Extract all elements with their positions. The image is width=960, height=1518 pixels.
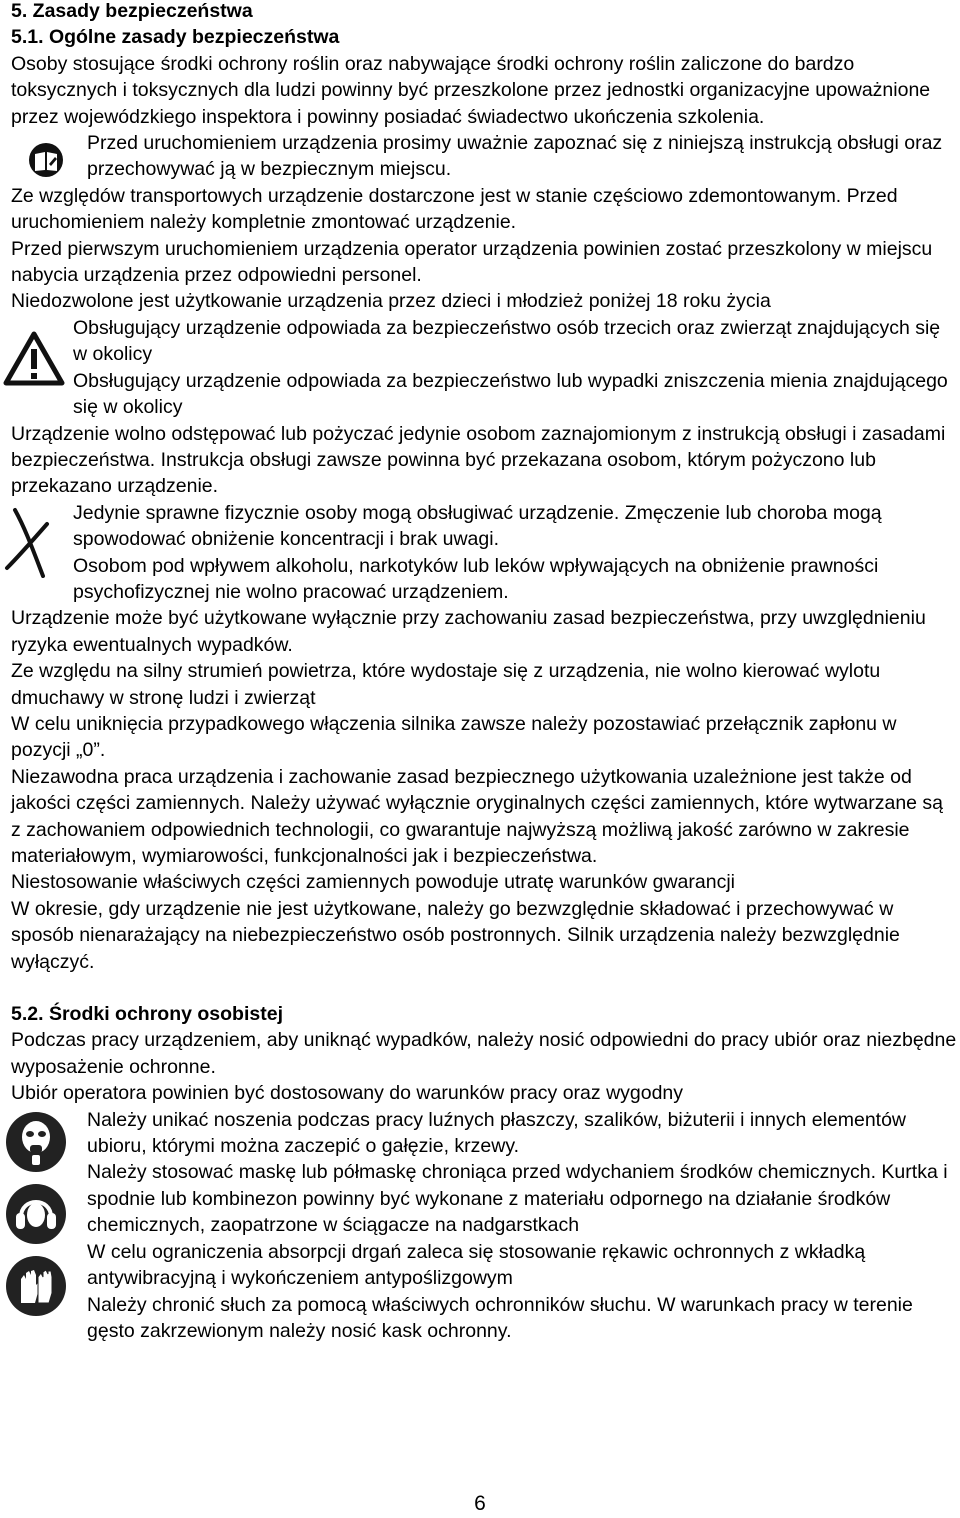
paragraph-warranty: Niestosowanie właściwych części zamiennych powoduje utratę warunków gwarancji xyxy=(11,871,735,894)
warning-block xyxy=(11,315,957,421)
subsection-title-5-2: 5.2. Środki ochrony osobistej xyxy=(11,1003,283,1026)
paragraph-operator-clothing: Ubiór operatora powinien być dostosowany do warunków pracy oraz wygodny xyxy=(11,1082,684,1105)
paragraph-hearing: Należy chronić słuch za pomocą właściwych ochronników słuchu. W warunkach pracy w terenie gęsto zakrzewionym należy nosić kask ochronny. xyxy=(87,1293,913,1342)
read-manual-icon xyxy=(27,142,65,178)
paragraph-air-stream: Ze względu na silny strumień powietrza, które wydostaje się z urządzenia, nie wolno kierować wylotu dmuchawy w stronę ludzi i zwierząt xyxy=(11,660,881,709)
manual-notice-block xyxy=(11,130,957,183)
paragraph-alcohol: Osobom pod wpływem alkoholu, narkotyków lub leków wpływających na obniżenie prawności psychofizycznej nie wolno pracować urządzeniem. xyxy=(73,554,879,603)
paragraph-property: Obsługujący urządzenie odpowiada za bezpieczeństwo lub wypadki zniszczenia mienia znajdującego się w okolicy xyxy=(73,369,948,419)
paragraph-training: Osoby stosujące środki ochrony roślin oraz nabywające środki ochrony roślin zaliczone do bardzo toksycznych i toksycznych dla ludzi powinny być przeszkolone przez jednostki organizacyjne upoważnione przez wojewódzkiego inspektora i powinny posiadać świadectwo ukończenia szkolenia. xyxy=(11,52,931,128)
paragraph-lending: Urządzenie wolno odstępować lub pożyczać jedynie osobom zaznajomionym z instrukcją obsługi i zasadami bezpieczeństwa. Instrukcja obsługi zawsze powinna być przekazana osobom, którym pożyczono lub przekazano urządzenie. xyxy=(11,422,946,498)
mask-icon xyxy=(5,1111,67,1173)
cross-mark-icon xyxy=(3,506,53,578)
paragraph-gloves: W celu ograniczenia absorpcji drgań zaleca się stosowanie rękawic ochronnych z wkładką antywibracyjną i wykończeniem antypoślizgowym xyxy=(87,1240,866,1290)
paragraph-spare-parts: Niezawodna praca urządzenia i zachowanie zasad bezpiecznego użytkowania uzależnione jest także od jakości części zamiennych. Należy używać wyłącznie oryginalnych części zamiennych, które wytwarzane są z zachowaniem odpowiednich technologii, co gwarantuje najwyższą możliwą jakość zarówno w zakresie materiałowym, wymiarowości, funkcjonalności jak i bezpieczeństwa. xyxy=(11,765,944,867)
paragraph-operator-training: Przed pierwszym uruchomieniem urządzenia operator urządzenia powinien zostać przeszkolony w miejscu nabycia urządzenia przez odpowiedni personel. xyxy=(11,237,933,287)
paragraph-storage: W okresie, gdy urządzenie nie jest użytkowane, należy go bezwzględnie składować i przechowywać w sposób nienarażający na niebezpieczeństwo osób postronnych. Silnik urządzenia należy bezwzględnie wyłączyć. xyxy=(11,897,900,973)
paragraph-age-limit: Niedozwolone jest użytkowanie urządzenia przez dzieci i młodzież poniżej 18 roku życia xyxy=(11,290,771,313)
section-title: 5. Zasady bezpieczeństwa xyxy=(11,0,253,22)
paragraph-read-manual: Przed uruchomieniem urządzenia prosimy uważnie zapoznać się z niniejszą instrukcją obsługi oraz przechowywać ją w bezpiecznym miejscu. xyxy=(87,132,943,181)
fitness-block xyxy=(11,500,957,606)
ppe-block xyxy=(11,1107,957,1345)
paragraph-loose-clothing: Należy unikać noszenia podczas pracy luźnych płaszczy, szalików, biżuterii i innych elementów ubioru, którymi można zaczepić o gałęzie, krzewy. xyxy=(87,1108,907,1158)
ear-protection-icon xyxy=(5,1183,67,1245)
paragraph-ignition: W celu uniknięcia przypadkowego włączenia silnika zawsze należy pozostawiać przełącznik zapłonu w pozycji „0”. xyxy=(11,712,897,762)
paragraph-safety-rules: Urządzenie może być użytkowane wyłącznie przy zachowaniu zasad bezpieczeństwa, przy uwzględnieniu ryzyka ewentualnych wypadków. xyxy=(11,607,926,656)
paragraph-third-parties: Obsługujący urządzenie odpowiada za bezpieczeństwo osób trzecich oraz zwierząt znajdujących się w okolicy xyxy=(73,316,941,366)
paragraph-transport: Ze względów transportowych urządzenie dostarczone jest w stanie częściowo zdemontowanym. Przed uruchomieniem należy kompletnie zmontować urządzenie. xyxy=(11,184,898,234)
gloves-icon xyxy=(5,1255,67,1317)
document-page xyxy=(11,0,957,1344)
subsection-title-5-1: 5.1. Ogólne zasady bezpieczeństwa xyxy=(11,26,340,49)
warning-triangle-icon xyxy=(3,331,65,387)
paragraph-physical-fitness: Jedynie sprawne fizycznie osoby mogą obsługiwać urządzenie. Zmęczenie lub choroba mogą spowodować obniżenie koncentracji i brak uwagi. xyxy=(73,501,882,551)
paragraph-mask: Należy stosować maskę lub półmaskę chroniąca przed wdychaniem środków chemicznych. Kurtka i spodnie lub kombinezon powinny być wykonane z materiału odpornego na działanie środków chemicznych, zaopatrzone w ściągacze na nadgarstkach xyxy=(87,1161,948,1237)
page-number: 6 xyxy=(474,1492,486,1515)
paragraph-protective-clothing: Podczas pracy urządzeniem, aby uniknąć wypadków, należy nosić odpowiedni do pracy ubiór oraz niezbędne wyposażenie ochronne. xyxy=(11,1029,957,1078)
